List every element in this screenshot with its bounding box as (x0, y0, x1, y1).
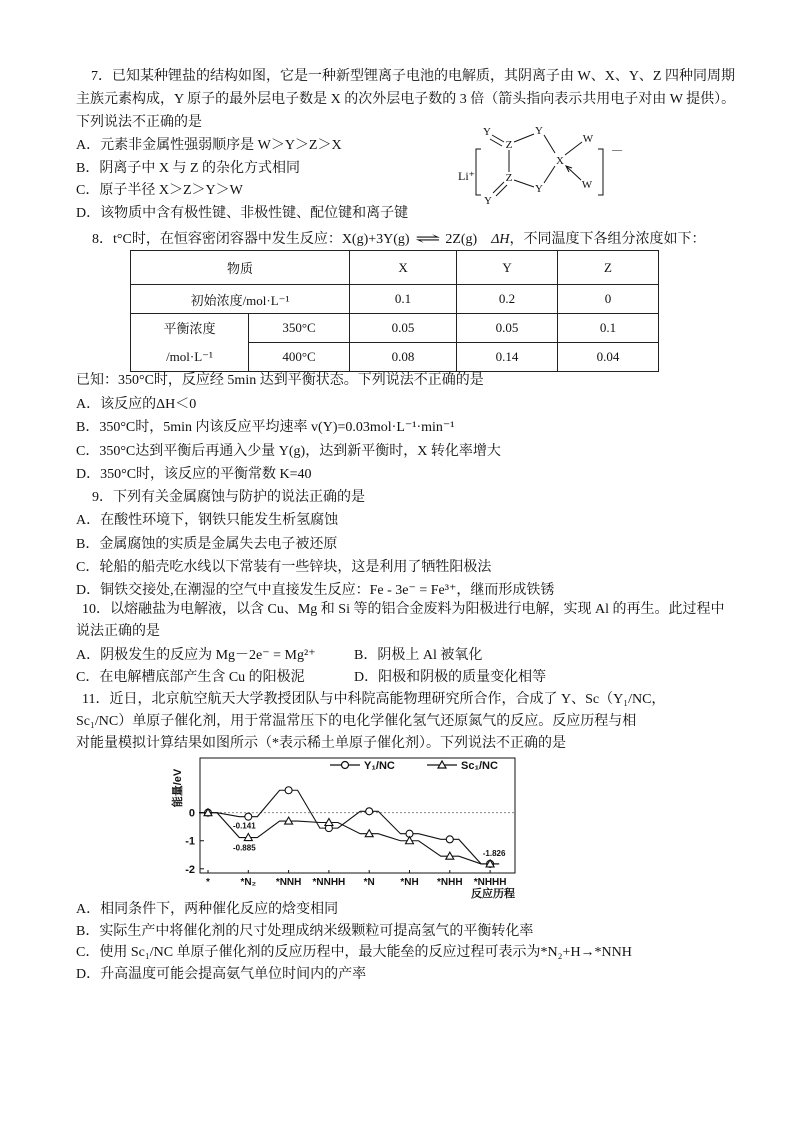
q10-option-b: B．阴极上 Al 被氧化 (354, 648, 483, 663)
x-tick-label: *NHH (437, 877, 463, 888)
reaction-energy-chart (165, 752, 540, 900)
table-cell: 0.05 (457, 314, 558, 343)
q10-stem-line-2: 说法正确的是 (76, 624, 160, 639)
q11-option-c: C．使用 Sc₁/NC 单原子催化剂的反应历程中，最大能垒的反应过程可表示为*N₂+H→*NNH (76, 945, 632, 960)
legend-label-y1: Y₁/NC (364, 760, 395, 772)
q7-stem-line-2: 主族元素构成，Y 原子的最外层电子数是 X 的次外层电子数的 3 倍（箭头指向表示共用电子对由 W 提供）。 (76, 92, 736, 107)
q10-stem-line-1: 10．以熔融盐为电解液，以含 Cu、Mg 和 Si 等的铝合金废料为阳极进行电解，实现 Al 的再生。此过程中 (82, 602, 725, 617)
q10-option-c: C．在电解槽底部产生含 Cu 的阳极泥 (76, 670, 305, 685)
table-cell: 0.14 (457, 343, 558, 372)
table-header-cell: Y (457, 251, 558, 285)
q10-option-a: A．阴极发生的反应为 Mg－2e⁻ = Mg²⁺ (76, 648, 316, 663)
table-cell: 0.08 (350, 343, 457, 372)
data-label: -1.826 (482, 848, 506, 858)
atom-y-top-right: Y (535, 125, 543, 137)
left-bracket (476, 149, 481, 195)
q10-option-d: D．阳极和阴极的质量变化相等 (354, 670, 547, 685)
q8-note: 已知：350°C时，反应经 5min 达到平衡状态。下列说法不正确的是 (76, 373, 484, 388)
q8-option-a: A．该反应的ΔH＜0 (76, 397, 197, 412)
temperature-cell: 350°C (249, 314, 350, 343)
atom-w-bottom: W (581, 179, 593, 191)
q7-option-d: D．该物质中含有极性键、非极性键、配位键和离子键 (76, 206, 409, 221)
data-point-circle (366, 808, 373, 815)
q8-stem-suffix: ，不同温度下各组分浓度如下： (509, 232, 706, 247)
y-axis-title: 能量/eV (172, 768, 184, 808)
right-bracket (598, 149, 603, 195)
q11-option-a: A．相同条件下，两种催化反应的焓变相同 (76, 902, 339, 917)
x-tick-label: *N₂ (240, 877, 257, 888)
equilibrium-concentration-label (131, 314, 249, 372)
q9-option-b: B．金属腐蚀的实质是金属失去电子被还原 (76, 537, 338, 552)
q7-option-c: C．原子半径 X＞Z＞Y＞W (76, 183, 243, 198)
y-tick-label: -1 (185, 835, 195, 848)
x-tick-label: *NNH (275, 877, 302, 888)
table-header-cell: Z (558, 251, 659, 285)
q8-stem-prefix: 8．t°C时，在恒容密闭容器中发生反应：X(g)+3Y(g) (92, 232, 410, 247)
table-row (131, 314, 659, 343)
q8-option-d: D．350°C时，该反应的平衡常数 K=40 (76, 467, 312, 482)
q8-option-b: B．350°C时，5min 内该反应平均速率 v(Y)=0.03mol·L⁻¹·min⁻¹ (76, 420, 455, 435)
lithium-salt-structure-diagram (448, 120, 628, 212)
data-label: -0.885 (232, 843, 256, 853)
lithium-cation-label: Li⁺ (458, 169, 475, 183)
bond-w-x-coordinate (566, 166, 581, 180)
atom-z-bottom: Z (505, 172, 513, 184)
atom-y-bottom-left: Y (484, 195, 492, 207)
atom-y-top-left: Y (483, 126, 491, 138)
q7-stem-line-1: 7．已知某种锂盐的结构如图，它是一种新型锂离子电池的电解质，其阴离子由 W、X、Y、Z 四种同周期 (91, 69, 735, 84)
temperature-cell: 400°C (249, 343, 350, 372)
data-point-circle (245, 813, 252, 820)
table-row (131, 285, 659, 314)
bond-x-y-bottom (544, 166, 555, 183)
table-cell: 0 (558, 285, 659, 314)
y-tick-label: -2 (185, 863, 195, 876)
bond-z-y-double-a (493, 182, 504, 193)
x-tick-label: *N (363, 877, 375, 888)
concentration-table (130, 250, 659, 372)
table-cell: 0.04 (558, 343, 659, 372)
equilibrium-label-line-1: 平衡浓度 (163, 320, 216, 336)
bond-x-w-top (565, 142, 582, 155)
table-header-row (131, 251, 659, 285)
initial-concentration-label: 初始浓度/mol·L⁻¹ (131, 285, 350, 314)
q8-option-c: C．350°C达到平衡后再通入少量 Y(g)，达到新平衡时，X 转化率增大 (76, 444, 501, 459)
q7-option-a: A．元素非金属性强弱顺序是 W＞Y＞Z＞X (76, 138, 342, 153)
bond-z-y-top (514, 134, 534, 142)
atom-z-top: Z (505, 139, 513, 151)
q11-option-d: D．升高温度可能会提高氨气单位时间内的产率 (76, 967, 367, 982)
q11-stem-line-3: 对能量模拟计算结果如图所示（*表示稀土单原子催化剂）。下列说法不正确的是 (76, 736, 566, 751)
table-header-cell: 物质 (131, 251, 350, 285)
x-axis-title: 反应历程 (471, 888, 515, 900)
x-tick-label: * (206, 877, 210, 888)
x-tick-label: *NHHH (473, 877, 507, 888)
data-label: -0.141 (232, 821, 256, 831)
atom-w-top: W (582, 133, 594, 145)
q8-stem (92, 230, 706, 250)
table-cell: 0.2 (457, 285, 558, 314)
y-tick-label: 0 (188, 807, 195, 820)
q8-stem-enthalpy: ΔH (491, 232, 510, 247)
data-point-circle (446, 836, 453, 843)
atom-x-center: X (556, 155, 564, 167)
bond-y-z-bottom (514, 180, 534, 187)
legend-label-sc1: Sc₁/NC (461, 760, 498, 772)
anion-charge-label: — (612, 145, 622, 156)
data-point-circle (285, 787, 292, 794)
chart-legend (330, 760, 498, 772)
table-cell: 0.1 (558, 314, 659, 343)
bond-z-y-double-b (496, 185, 507, 196)
table-cell: 0.05 (350, 314, 457, 343)
q11-stem-line-2: Sc₁/NC）单原子催化剂，用于常温常压下的电化学催化氢气还原氮气的反应。反应历程与相 (76, 714, 637, 729)
table-cell: 0.1 (350, 285, 457, 314)
x-tick-label: *NNHH (312, 877, 346, 888)
q7-stem-line-3: 下列说法不正确的是 (76, 115, 202, 130)
equilibrium-arrow-icon: ⇌ (414, 232, 441, 247)
bond-y-x-top (544, 135, 555, 153)
q9-option-a: A．在酸性环境下，钢铁只能发生析氢腐蚀 (76, 513, 339, 528)
x-tick-label: *NH (400, 877, 419, 888)
equilibrium-label-line-2: /mol·L⁻¹ (166, 348, 213, 364)
q9-option-d: D．铜铁交接处,在潮湿的空气中直接发生反应：Fe - 3e⁻ = Fe³⁺，继而形成铁锈 (76, 583, 555, 598)
q11-stem-line-1: 11．近日，北京航空航天大学教授团队与中科院高能物理研究所合作，合成了 Y、Sc（Y₁/NC， (82, 692, 666, 707)
q11-option-b: B．实际生产中将催化剂的尺寸处理成纳米级颗粒可提高氢气的平衡转化率 (76, 924, 534, 939)
q9-option-c: C．轮船的船壳吃水线以下常装有一些锌块，这是利用了牺牲阳极法 (76, 560, 492, 575)
table-header-cell: X (350, 251, 457, 285)
q7-option-b: B．阴离子中 X 与 Z 的杂化方式相同 (76, 161, 300, 176)
q8-stem-product: 2Z(g) (445, 232, 478, 247)
legend-circle-marker-icon (342, 762, 349, 769)
atom-y-bottom-right: Y (535, 183, 543, 195)
q9-stem: 9．下列有关金属腐蚀与防护的说法正确的是 (92, 490, 365, 505)
